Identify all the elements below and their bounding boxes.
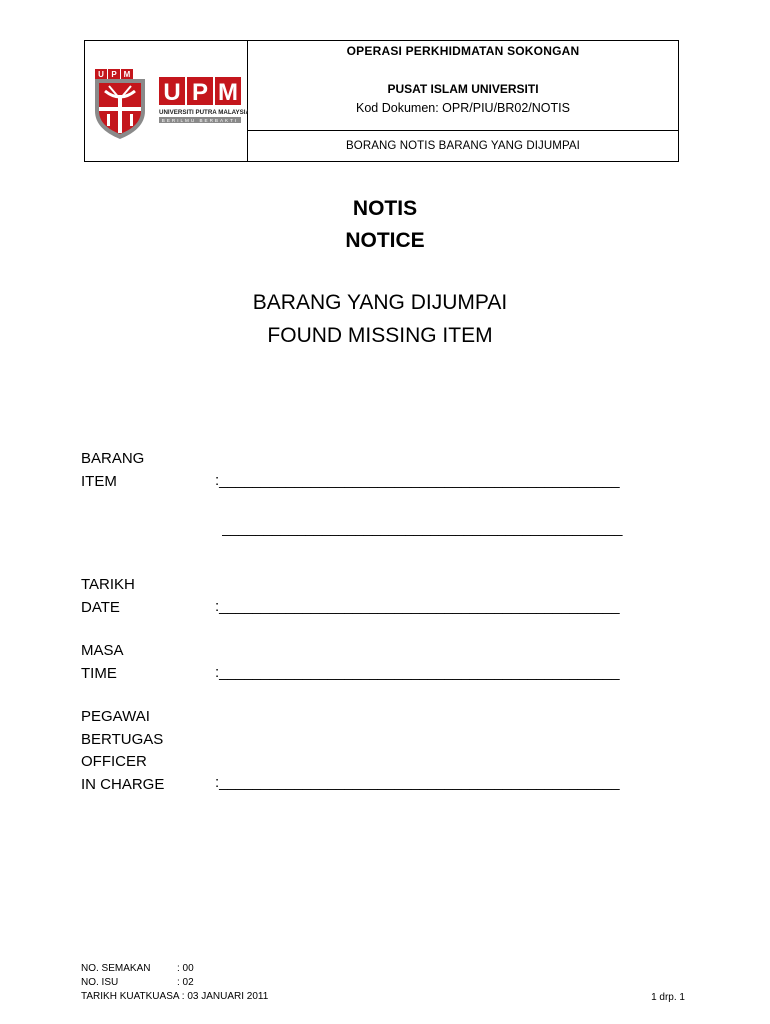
header-info-bottom bbox=[248, 131, 678, 161]
time-label-malay: MASA bbox=[81, 642, 124, 659]
officer-label-malay-2: BERTUGAS bbox=[81, 730, 164, 748]
unit-name: PUSAT ISLAM UNIVERSITI bbox=[387, 82, 539, 96]
department-name: OPERASI PERKHIDMATAN SOKONGAN bbox=[346, 44, 580, 58]
document-code: Kod Dokumen: OPR/PIU/BR02/NOTIS bbox=[356, 101, 570, 115]
svg-text:M: M bbox=[123, 70, 131, 79]
revision-label: NO. SEMAKAN bbox=[81, 963, 151, 974]
time-label-english: TIME bbox=[81, 664, 117, 682]
date-field-line[interactable]: :________________________________________________ bbox=[215, 598, 620, 615]
item-field-line-2[interactable]: ________________________________________________ bbox=[222, 520, 623, 537]
item-label-malay: BARANG bbox=[81, 450, 145, 467]
title-malay: NOTIS bbox=[352, 197, 418, 220]
document-footer bbox=[81, 962, 268, 1004]
document-header-table bbox=[84, 40, 679, 162]
svg-text:P: P bbox=[111, 70, 117, 79]
date-label bbox=[81, 574, 135, 619]
officer-label-malay-1: PEGAWAI bbox=[81, 708, 150, 725]
svg-text:UNIVERSITI PUTRA MALAYSIA: UNIVERSITI PUTRA MALAYSIA bbox=[159, 109, 248, 116]
form-name: BORANG NOTIS BARANG YANG DIJUMPAI bbox=[346, 140, 580, 152]
page-number: 1 drp. 1 bbox=[651, 992, 685, 1003]
header-info-cell bbox=[248, 41, 678, 161]
effective-date-row bbox=[81, 990, 268, 1004]
svg-text:U: U bbox=[163, 79, 181, 106]
svg-text:P: P bbox=[191, 79, 209, 106]
revision-row bbox=[81, 962, 268, 976]
issue-row bbox=[81, 976, 268, 990]
svg-text:M: M bbox=[218, 79, 238, 106]
revision-value: : 00 bbox=[177, 963, 194, 974]
officer-label-english-1: OFFICER bbox=[81, 753, 147, 770]
subtitle-malay: BARANG YANG DIJUMPAI bbox=[252, 291, 508, 314]
time-label bbox=[81, 640, 124, 685]
issue-value: : 02 bbox=[177, 977, 194, 988]
officer-field-line[interactable]: :________________________________________________ bbox=[215, 774, 620, 791]
date-label-malay: TARIKH bbox=[81, 576, 135, 593]
officer-label bbox=[81, 706, 164, 796]
effective-date: TARIKH KUATKUASA : 03 JANUARI 2011 bbox=[81, 991, 269, 1002]
svg-text:U: U bbox=[98, 70, 104, 79]
time-field-line[interactable]: :________________________________________________ bbox=[215, 664, 620, 681]
date-label-english: DATE bbox=[81, 598, 120, 616]
item-field-line[interactable]: :________________________________________________ bbox=[215, 472, 620, 489]
subtitle-english: FOUND MISSING ITEM bbox=[267, 324, 493, 347]
upm-logo bbox=[85, 41, 248, 161]
item-label-english: ITEM bbox=[81, 472, 117, 490]
officer-label-english-2: IN CHARGE bbox=[81, 775, 165, 793]
logo-cell bbox=[85, 41, 248, 161]
svg-text:BERILMU BERBAKTI: BERILMU BERBAKTI bbox=[161, 118, 239, 123]
item-label bbox=[81, 448, 144, 493]
title-english: NOTICE bbox=[345, 229, 425, 252]
header-info-top bbox=[248, 41, 678, 131]
issue-label: NO. ISU bbox=[81, 977, 119, 988]
